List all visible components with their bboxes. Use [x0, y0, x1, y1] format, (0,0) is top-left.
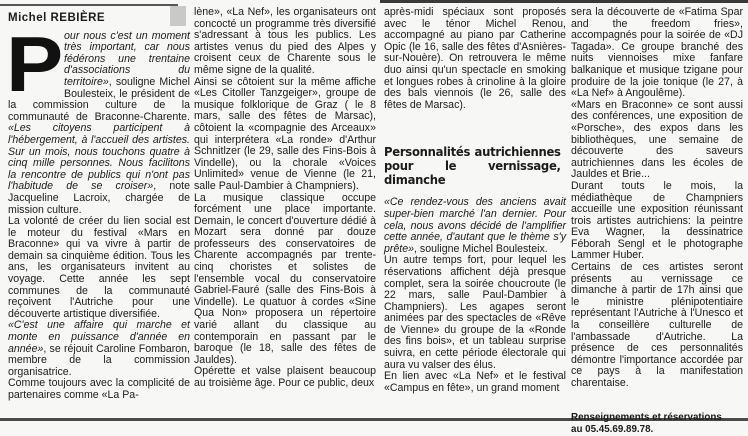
- byline-text: Michel REBIÈRE: [8, 12, 106, 24]
- subheading: [384, 144, 561, 188]
- quote: «C'est une affaire qui marche et monte en puissance d'année en année»: [8, 319, 190, 355]
- paragraph: lène», «La Nef», les organisateurs ont concocté un programme très diversifié s'adressant à tous les publics. Les artistes venus du pied des Alpes y croisent ceux de Charente sous le même signe de la qualité.: [194, 6, 376, 76]
- paragraph: «Mars en Braconne» ce sont aussi des conférences, une exposition de «Porsche», des expos dans les bibliothèques, une semaine de découverte des saveurs autrichiennes dans les écoles de Jauldes et Brie...: [571, 98, 743, 181]
- paragraph: [8, 320, 190, 378]
- contact-info: [571, 412, 743, 436]
- paragraph: En lien avec «La Nef» et le festival «Campus en fête», un grand moment: [384, 370, 566, 394]
- quote: «Les citoyens participent à l'hébergement, à l'accueil des artistes. Sur un mois, nous touchons quatre à cinq mille personnes. Nous facilitons la rencontre de publics qui n'ont pas l'habitude de se croiser»: [8, 122, 190, 193]
- column-4: [571, 7, 743, 436]
- top-rule: [380, 0, 748, 3]
- text: , souligne Michel Boulesteix, le président de la commission culture de la communauté de Braconne-Charente.: [8, 75, 190, 123]
- paragraph: La volonté de créer du lien social est le moteur du festival «Mars en Braconne» qui va vivre à partir de demain sa cinquième édition. Tous les ans, les organisateurs invitent au voyage. Cette année les sept communes de la communauté reçoivent l'Autriche pour une découverte artistique diversifiée.: [8, 215, 190, 320]
- paragraph: sera la découverte de «Fatima Spar and the freedom fries», accompagnés pour la soirée de «DJ Tagada». Ce groupe branché des nuits viennoises mixe fanfare balkanique et musique tzigane pour produire de la joie tonique (le 27, à «La Nef» à Angoulême).: [571, 6, 743, 100]
- quote: our nous c'est un moment très important, car nous fédérons une trentaine d'associations du territoire»: [64, 29, 190, 88]
- quote: «Ce rendez-vous des anciens avait super-bien marché l'an dernier. Pour cela, nous avons décidé de l'amplifier cette année, d'autant que le thème s'y prête»: [384, 196, 566, 255]
- text: , se réjouit Caroline Fombaron, membre de la commission organisatrice.: [8, 342, 190, 378]
- decorative-block: [170, 6, 186, 26]
- subheading-text: Personnalités autrichiennes pour le vernissage, dimanche: [384, 144, 561, 188]
- paragraph: Durant touts le mois, la médiathèque de Champniers accueille une exposition réunissant trois artistes autrichiens: la peintre Eva Wagner, la dessinatrice Féborah Sengl et le photographe Lammer Huber.: [571, 179, 743, 262]
- contact-phone: au 05.45.69.89.78.: [571, 423, 654, 435]
- paragraph: [384, 197, 566, 255]
- text: , note Jacqueline Lacroix, chargée de mission culture.: [8, 180, 190, 216]
- contact-line-1: Renseignements et réservations: [571, 411, 722, 423]
- column-3: [384, 7, 566, 394]
- paragraph: Comme toujours avec la complicité de partenaires comme «La Pa-: [8, 377, 190, 401]
- paragraph: Opérette et valse plaisent beaucoup au troisième âge. Pour ce public, deux: [194, 365, 376, 389]
- paragraph: La musique classique occupe forcément une place importante. Demain, le concert d'ouverture dédié à Mozart sera donné par douze professeurs des conservatoires de Charente accompagnés par trente-cinq choristes et solistes de l'ensemble vocal du conservatoire Gabriel-Fauré (salle des Fins-Bois à Vindelle). Le quatuor à cordes «Sine Qua Non» proposera un répertoire varié allant du classique au contemporain en passant par le baroque (le 18, salle des fêtes de Jauldes).: [194, 191, 376, 366]
- paragraph: [6, 19, 190, 217]
- column-2: [194, 7, 376, 390]
- paragraph: Un autre temps fort, pour lequel les réservations affichent déjà presque complet, sera la soirée choucroute (le 22 mars, salle Paul-Dambier à Champniers). Les agapes seront animées par des spectacles de «Rêve de Vienne» du groupe de la «Ronde des fins bois», et un tableau surprise suivra, en cette période électorale qui aura vu valser des élus.: [384, 254, 566, 371]
- paragraph: Certains de ces artistes seront présents au vernissage ce dimanche à partir de 17h ainsi que le ministre plénipotentiaire représentant l'Autriche à l'Unesco et la conseillère culturelle de l'ambassade d'Autriche. La présence de ces personnalités démontre l'importance accordée par ce pays à la manifestation charentaise.: [571, 261, 743, 389]
- text: , souligne Michel Boulesteix.: [414, 242, 548, 255]
- byline-rule: [0, 4, 178, 6]
- column-1: [8, 13, 190, 402]
- paragraph: après-midi spéciaux sont proposés avec le ténor Michel Renou, accompagné au piano par Catherine Opic (le 16, salle des fêtes d'Asnières-sur-Nouère). On retrouvera le même duo ainsi qu'un spectacle en smoking et longues robes à crinoline à la gloire des bals viennois (le 26, salle des fêtes de Marsac).: [384, 6, 566, 111]
- paragraph: Ainsi se côtoient sur la même affiche «Les Citoller Tanzgeiger», groupe de musique folklorique de Graz ( le 8 mars, salle des fêtes de Marsac), côtoient la «compagnie des Arceaux» qui interprétera «La ronde» d'Arthur Schnitlzer (le 29, salle des Fins-Bois à Vindelle), ou la chorale «Voices Unlimited» venue de Vienne (le 21, salle Paul-Dambier à Champniers).: [194, 75, 376, 192]
- drop-cap: P: [6, 19, 64, 108]
